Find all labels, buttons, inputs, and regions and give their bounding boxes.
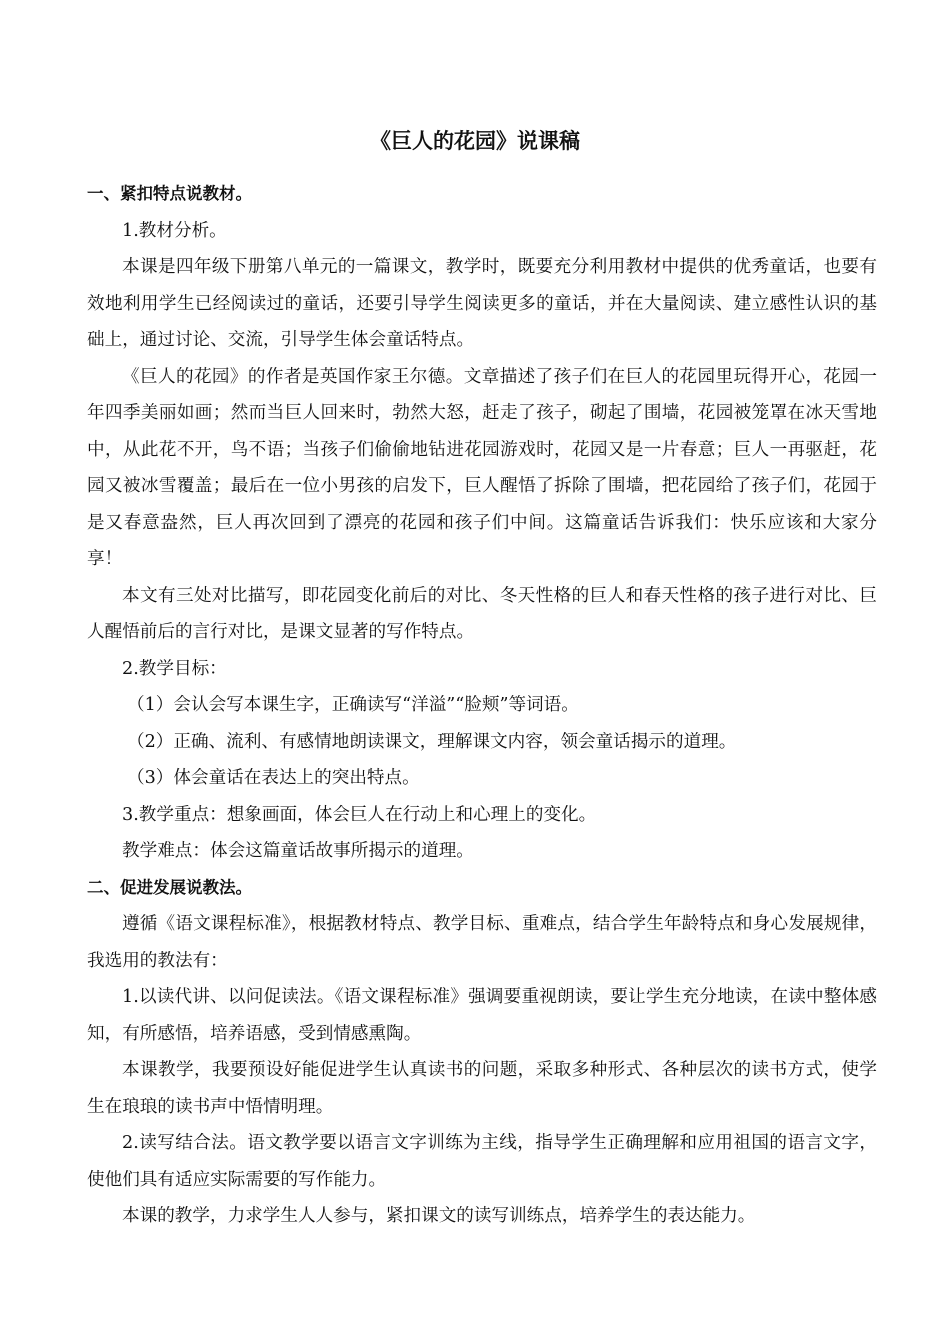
paragraph: 本课是四年级下册第八单元的一篇课文，教学时，既要充分利用教材中提供的优秀童话，也要有效地利用学生已经阅读过的童话，还要引导学生阅读更多的童话，并在大量阅读、建立感性认识的基础上，通过讨论、交流，引导学生体会童话特点。 bbox=[87, 257, 877, 350]
subheading-teaching-goals: 2.教学目标： bbox=[122, 658, 227, 679]
section-heading-1: 一、紧扣特点说教材。 bbox=[87, 184, 252, 203]
paragraph: 遵循《语文课程标准》，根据教材特点、教学目标、重难点，结合学生年龄特点和身心发展规律，我选用的教法有： bbox=[87, 914, 877, 971]
subheading-material-analysis: 1.教材分析。 bbox=[122, 220, 227, 241]
section-heading-2: 二、促进发展说教法。 bbox=[87, 877, 252, 897]
goal-item: （2）正确、流利、有感情地朗读课文，理解课文内容，领会童话揭示的道理。 bbox=[127, 731, 737, 752]
goal-item: （3）体会童话在表达上的突出特点。 bbox=[127, 768, 420, 788]
paragraph: 2.读写结合法。语文教学要以语言文字训练为主线，指导学生正确理解和应用祖国的语言文字，使他们具有适应实际需要的写作能力。 bbox=[87, 1133, 877, 1190]
document-body bbox=[87, 176, 877, 1235]
goal-item: （1）会认会写本课生字，正确读写“洋溢”“脸颊”等词语。 bbox=[127, 695, 579, 715]
paragraph: 《巨人的花园》的作者是英国作家王尔德。文章描述了孩子们在巨人的花园里玩得开心，花园一年四季美丽如画；然而当巨人回来时，勃然大怒，赶走了孩子，砌起了围墙，花园被笼罩在冰天雪地中，从此花不开，鸟不语；当孩子们偷偷地钻进花园游戏时，花园又是一片春意；巨人一再驱赶，花园又被冰雪覆盖；最后在一位小男孩的启发下，巨人醒悟了拆除了围墙，把花园给了孩子们，花园于是又春意盎然，巨人再次回到了漂亮的花园和孩子们中间。这篇童话告诉我们：快乐应该和大家分享！ bbox=[87, 366, 877, 569]
paragraph: 本课的教学，力求学生人人参与，紧扣课文的读写训练点，培养学生的表达能力。 bbox=[122, 1206, 756, 1226]
paragraph: 本课教学，我要预设好能促进学生认真读书的问题，采取多种形式、各种层次的读书方式，使学生在琅琅的读书声中悟情明理。 bbox=[87, 1060, 877, 1117]
document-title: 《巨人的花园》说课稿 bbox=[370, 129, 580, 153]
difficulty-line: 教学难点：体会这篇童话故事所揭示的道理。 bbox=[122, 841, 474, 861]
subheading-key-points: 3.教学重点：想象画面，体会巨人在行动上和心理上的变化。 bbox=[122, 804, 597, 825]
paragraph: 本文有三处对比描写，即花园变化前后的对比、冬天性格的巨人和春天性格的孩子进行对比、巨人醒悟前后的言行对比，是课文显著的写作特点。 bbox=[87, 585, 877, 642]
paragraph: 1.以读代讲、以问促读法。《语文课程标准》强调要重视朗读，要让学生充分地读，在读中整体感知，有所感悟，培养语感，受到情感熏陶。 bbox=[87, 987, 877, 1044]
